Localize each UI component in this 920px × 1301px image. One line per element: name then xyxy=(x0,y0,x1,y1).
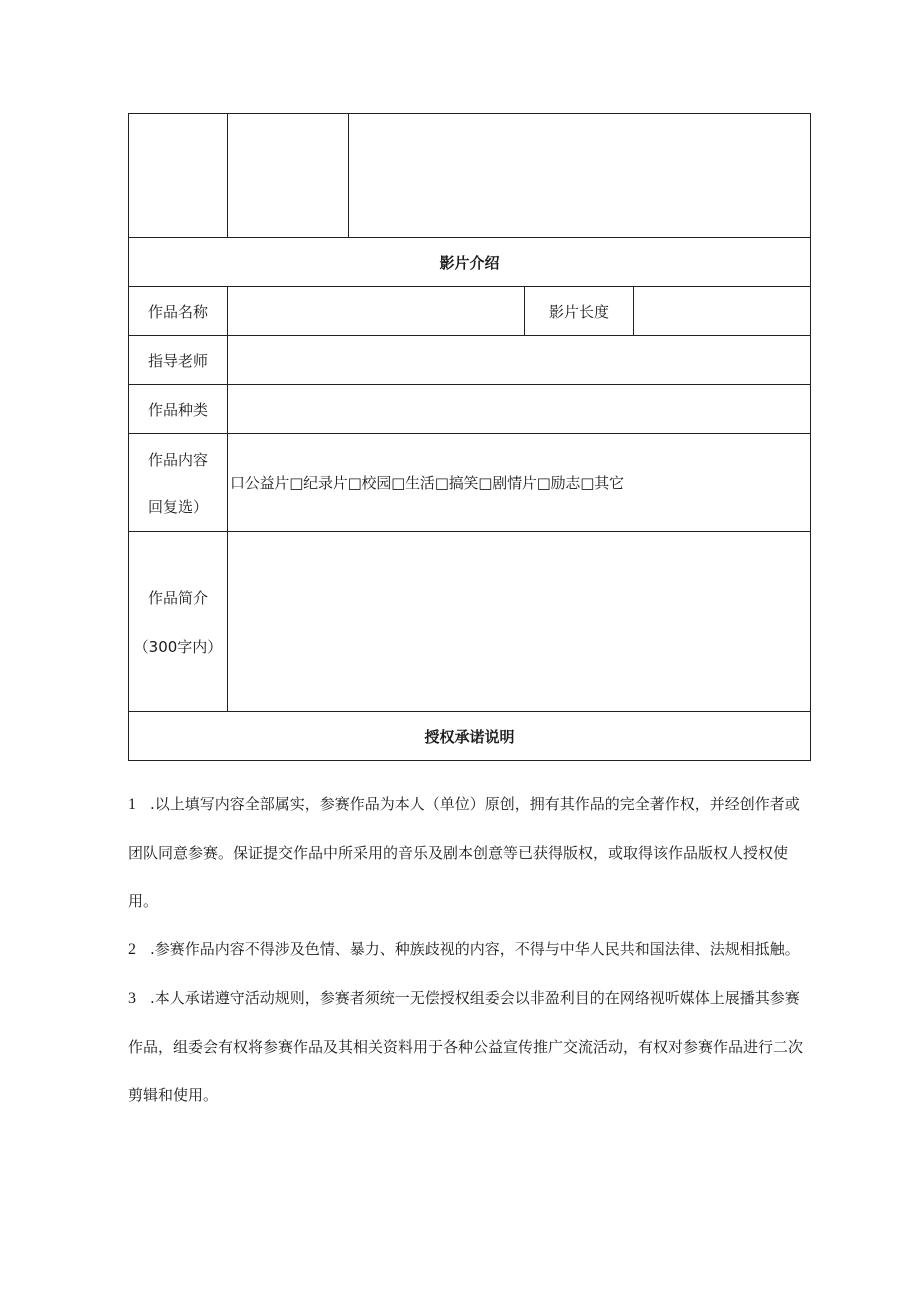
film-intro-heading: 影片介绍 xyxy=(129,238,811,287)
blank-cell-3[interactable] xyxy=(349,114,811,238)
note-text: .参赛作品内容不得涉及色情、暴力、种族歧视的内容，不得与中华人民共和国法律、法规相抵触。 xyxy=(150,940,800,958)
content-label: 作品内容 xyxy=(147,450,208,469)
synopsis-label-note: （300字内） xyxy=(133,637,223,656)
name-field[interactable] xyxy=(228,287,525,336)
note-item xyxy=(128,925,814,974)
content-options-cell[interactable] xyxy=(228,434,811,532)
content-label-cell xyxy=(129,434,228,532)
authorization-notes xyxy=(128,780,814,1119)
authorization-heading: 授权承诺说明 xyxy=(129,712,811,761)
category-label: 作品种类 xyxy=(129,385,228,434)
note-number: 3 xyxy=(128,990,136,1007)
content-row xyxy=(129,434,811,532)
note-text: .以上填写内容全部属实，参赛作品为本人（单位）原创，拥有其作品的完全著作权，并经创作者或团队同意参赛。保证提交作品中所采用的音乐及剧本创意等已获得版权，或取得该作品版权人授权使用。 xyxy=(128,795,800,910)
category-field[interactable] xyxy=(228,385,811,434)
content-options[interactable]: 口公益片□纪录片□校园□生活□搞笑□剧情片□励志□其它 xyxy=(230,474,624,492)
length-field[interactable] xyxy=(634,287,811,336)
registration-form-table xyxy=(128,113,811,761)
note-number: 1 xyxy=(128,796,136,813)
length-label: 影片长度 xyxy=(525,287,634,336)
blank-cell-2[interactable] xyxy=(228,114,349,238)
authorization-header-row xyxy=(129,712,811,761)
note-number: 2 xyxy=(128,941,136,958)
teacher-row xyxy=(129,336,811,385)
synopsis-label-cell xyxy=(129,532,228,712)
note-item xyxy=(128,974,814,1119)
name-row xyxy=(129,287,811,336)
note-text: .本人承诺遵守活动规则，参赛者须统一无偿授权组委会以非盈利目的在网络视听媒体上展播其参赛作品，组委会有权将参赛作品及其相关资料用于各种公益宣传推广交流活动，有权对参赛作品进行二次剪辑和使用。 xyxy=(128,989,804,1104)
teacher-field[interactable] xyxy=(228,336,811,385)
synopsis-label: 作品简介 xyxy=(147,588,208,607)
note-item xyxy=(128,780,814,925)
teacher-label: 指导老师 xyxy=(129,336,228,385)
blank-cell-1[interactable] xyxy=(129,114,228,238)
category-row xyxy=(129,385,811,434)
content-label-note: 回复选） xyxy=(147,497,208,516)
synopsis-row xyxy=(129,532,811,712)
film-intro-header-row xyxy=(129,238,811,287)
blank-top-row xyxy=(129,114,811,238)
name-label: 作品名称 xyxy=(129,287,228,336)
synopsis-field[interactable] xyxy=(228,532,811,712)
